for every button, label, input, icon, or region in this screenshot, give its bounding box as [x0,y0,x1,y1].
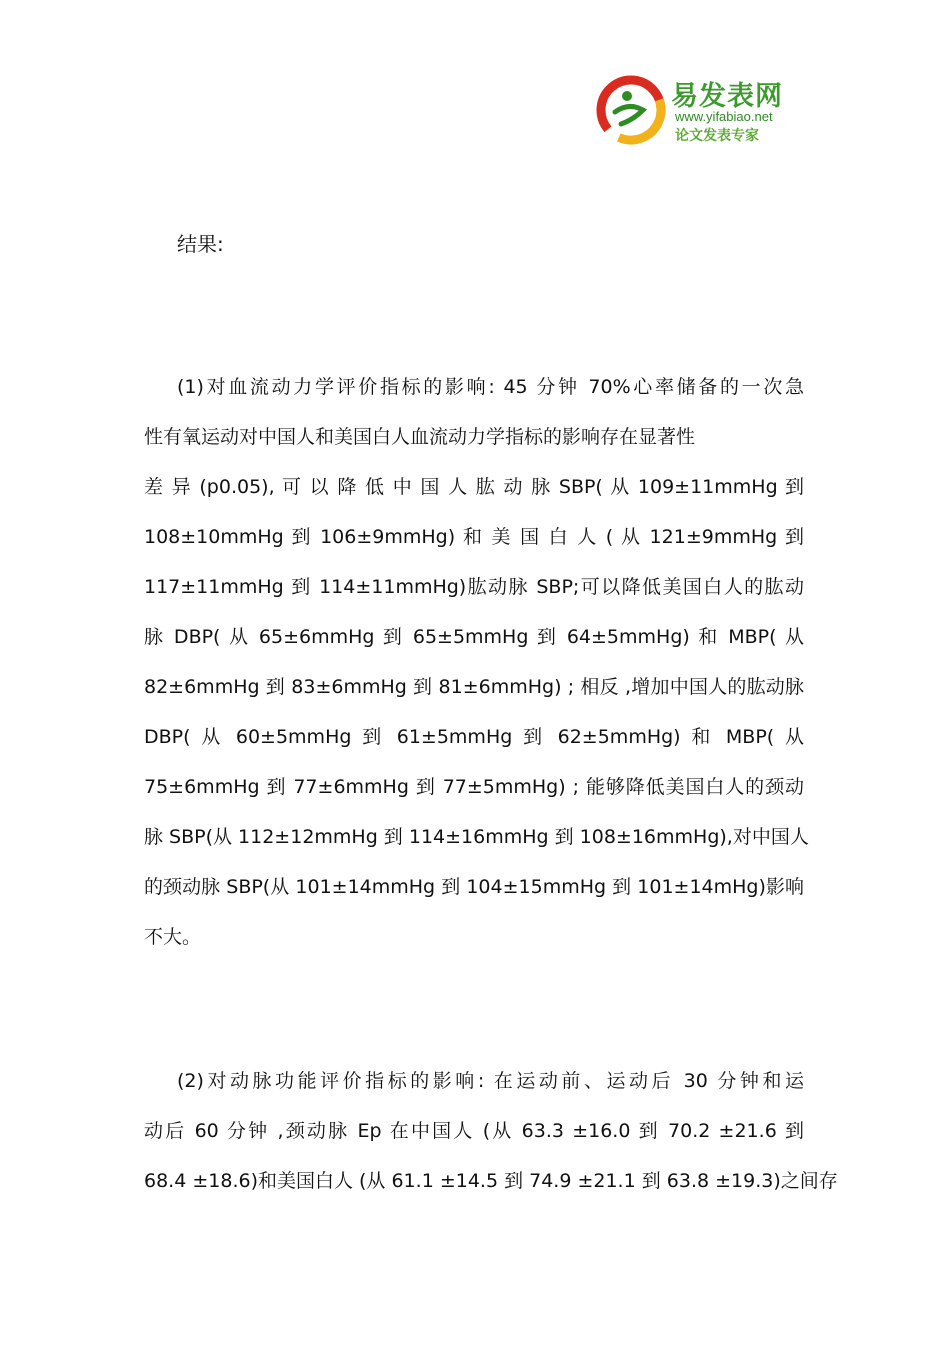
logo-tagline: 论文发表专家 [675,128,759,144]
logo-title: 易发表网 [671,81,783,112]
text-line: 108±10mmHg 到 106±9mmHg) 和 美 国 白 人 ( 从 121±9mmHg 到 [144,526,804,548]
text-line: 117±11mmHg 到 114±11mmHg)肱动脉 SBP;可以降低美国白人的肱动 [144,576,804,598]
text-line: 动后 60 分钟 ,颈动脉 Ep 在中国人 (从 63.3 ±16.0 到 70.2 ±21.6 到 [144,1120,804,1142]
section-heading: 结果: [177,232,224,256]
site-logo [593,72,808,152]
paragraph-arterial-function [144,1056,838,1206]
text-line: 75±6mmHg 到 77±6mmHg 到 77±5mmHg) ; 能够降低美国白人的颈动 [144,776,804,798]
text-line: DBP( 从 60±5mmHg 到 61±5mmHg 到 62±5mmHg) 和 MBP( 从 [144,726,804,748]
text-line: 差 异 (p0.05), 可 以 降 低 中 国 人 肱 动 脉 SBP( 从 109±11mmHg 到 [144,476,804,498]
text-line: 68.4 ±18.6)和美国白人 (从 61.1 ±14.5 到 74.9 ±21.1 到 63.8 ±19.3)之间存 [144,1170,838,1192]
paragraph-hemodynamics [144,362,809,962]
text-line: 不大。 [144,926,202,948]
text-line: 脉 DBP( 从 65±6mmHg 到 65±5mmHg 到 64±5mmHg) 和 MBP( 从 [144,626,804,648]
text-line: (1)对血流动力学评价指标的影响: 45 分钟 70%心率储备的一次急 [177,376,804,398]
text-line: 性有氧运动对中国人和美国白人血流动力学指标的影响存在显著性 [144,426,696,448]
text-line: 脉 SBP(从 112±12mmHg 到 114±16mmHg 到 108±16mmHg),对中国人 [144,826,809,848]
logo-url: www.yifabiao.net [675,109,773,124]
logo-mark-icon [593,72,669,148]
text-line: (2)对动脉功能评价指标的影响: 在运动前、运动后 30 分钟和运 [177,1070,804,1092]
text-line: 的颈动脉 SBP(从 101±14mmHg 到 104±15mmHg 到 101±14mHg)影响 [144,876,804,898]
text-line: 82±6mmHg 到 83±6mmHg 到 81±6mmHg) ; 相反 ,增加中国人的肱动脉 [144,676,804,698]
